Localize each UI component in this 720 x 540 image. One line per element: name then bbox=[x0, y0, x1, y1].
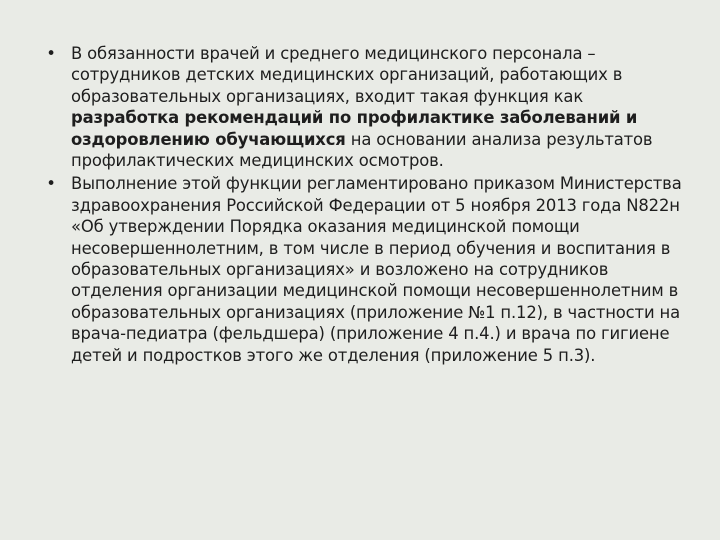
bullet-item-regulation bbox=[44, 173, 694, 366]
bullet-text-bold-highlight: разработка рекомендаций по профилактике заболеваний и оздоровлению обучающихся bbox=[71, 108, 638, 149]
bullet-text-ending: на основании анализа результатов профилактических медицинских осмотров. bbox=[71, 129, 653, 171]
bullet-list bbox=[44, 43, 694, 366]
bullet-item-duties bbox=[44, 43, 694, 171]
bullet-marker: • bbox=[46, 44, 56, 63]
bullet-text-regulation: Выполнение этой функции регламентировано приказом Министерства здравоохранения Российской Федерации от 5 ноября 2013 года N822н «Об утверждении Порядка оказания медицинской помощи несовершеннолетним, в том числе в период обучения и воспитания в образовательных организациях» и возложено на сотрудников отделения организации медицинской помощи несовершеннолетним в образовательных организациях (приложение №1 п.12), в частности на врача-педиатра (фельдшера) (приложение 4 п.4.) и врача по гигиене детей и подростков этого же отделения (приложение 5 п.3). bbox=[71, 174, 682, 365]
bullet-text-intro: В обязанности врачей и среднего медицинского персонала – сотрудников детских медицинских организаций, работающих в образовательных организациях, входит такая функция как bbox=[71, 44, 623, 106]
bullet-marker: • bbox=[46, 174, 56, 194]
